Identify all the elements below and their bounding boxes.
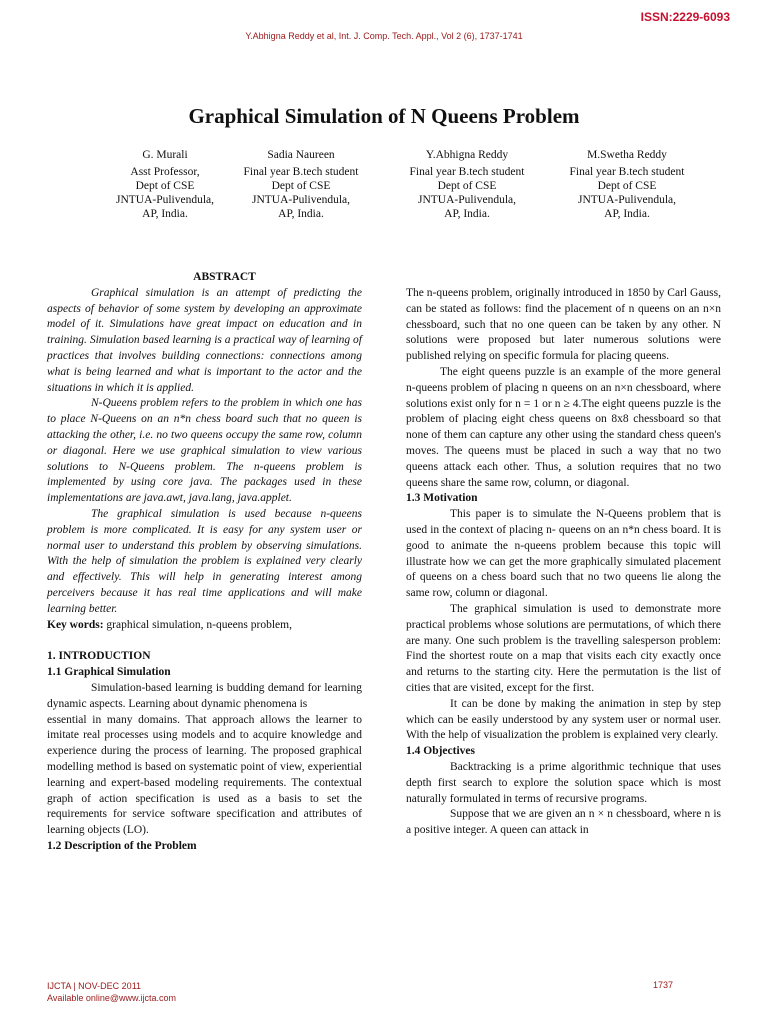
right-column [406, 286, 721, 839]
author-affiliation-line: JNTUA-Pulivendula, [115, 194, 215, 206]
author-affiliation-line: JNTUA-Pulivendula, [251, 194, 351, 206]
author-block-3 [392, 148, 542, 221]
keywords-label: Key words: [47, 618, 104, 631]
subsection-heading: 1.1 Graphical Simulation [47, 666, 171, 679]
author-name: Y.Abhigna Reddy [425, 149, 509, 161]
issn-label: ISSN:2229-6093 [640, 10, 730, 24]
section-heading: 1. INTRODUCTION [47, 650, 151, 663]
author-affiliation-line: JNTUA-Pulivendula, [417, 194, 517, 206]
author-affiliation-line: Final year B.tech student [569, 166, 685, 178]
author-block-1 [90, 148, 240, 221]
author-block-2 [226, 148, 376, 221]
author-affiliation-line: Final year B.tech student [409, 166, 525, 178]
author-affiliation-line: Dept of CSE [437, 180, 497, 192]
abstract-paragraph: The graphical simulation is used because n-queens problem is more complicated. It is easy for any system user or normal user to understand this problem by observing simulations. With the help of simulation the problem is explained very clearly and effectively. This will help in generating interest among perceivers because it has real time applications and will make learning better. [47, 507, 362, 615]
author-affiliation-line: AP, India. [278, 208, 324, 220]
footer-journal [47, 980, 176, 1004]
keywords [47, 618, 362, 634]
body-paragraph: The graphical simulation is used to demonstrate more practical problems whose solutions are permutations, of which there are many. One such problem is the travelling salesperson problem: Find the shortest route on a map that visits each city exactly once and returns to the starting city. Here the permutation is the list of cities that are visited, except for the first. [406, 602, 721, 694]
subsection-heading: 1.2 Description of the Problem [47, 839, 197, 852]
author-affiliation-line: AP, India. [444, 208, 490, 220]
author-name: G. Murali [142, 149, 188, 161]
author-affiliation-line: Final year B.tech student [243, 166, 359, 178]
author-name: M.Swetha Reddy [587, 149, 667, 161]
body-paragraph: The eight queens puzzle is an example of the more general n-queens problem of placing n queens on an n×n chessboard, where solutions exist only for n = 1 or n ≥ 4.The eight queens puzzle is the problem of placing eight chess queens on 8x8 chessboard so that none of them can capture any other using the standard chess queen's moves. The queens must be placed in such a way that no two queens attack each other. Thus, a solution requires that no two queens share the same row, column, or diagonal. [406, 365, 721, 489]
keywords-text: graphical simulation, n-queens problem, [103, 618, 292, 631]
page-number: 1737 [653, 980, 674, 990]
running-head: Y.Abhigna Reddy et al, Int. J. Comp. Tech. Appl., Vol 2 (6), 1737-1741 [245, 31, 523, 41]
body-paragraph: This paper is to simulate the N-Queens problem that is used in the context of placing n- queens on an n*n chess board. It is good to animate the n-queens problem because this topic will illustrate how we can get the more graphically simulated placement of queens on a chess board such that no two queens lie along the same row, column or diagonal. [406, 508, 721, 600]
left-column [47, 270, 362, 855]
abstract-paragraph: N-Queens problem refers to the problem in which one has to place N-Queens on an n*n chess board such that no queen is attacking the other, i.e. no two queens occupy the same row, column or diagonal. Here we use graphical simulation to view various solutions to N-Queens problem. The n-queens problem is implemented by using core java. The packages used in these implementations are java.awt, java.lang, java.applet. [47, 397, 362, 505]
author-affiliation-line: Asst Professor, [130, 166, 200, 178]
subsection-heading: 1.3 Motivation [406, 492, 478, 505]
body-paragraph: Suppose that we are given an n × n chessboard, where n is a positive integer. A queen can attack in [406, 808, 721, 837]
author-affiliation-line: Dept of CSE [597, 180, 657, 192]
footer-available-link[interactable]: Available online@www.ijcta.com [47, 993, 177, 1003]
author-affiliation-line: Dept of CSE [271, 180, 331, 192]
footer-issue: IJCTA | NOV-DEC 2011 [47, 981, 142, 991]
body-paragraph: The n-queens problem, originally introduced in 1850 by Carl Gauss, can be stated as follows: find the placement of n queens on an n×n chessboard, such that no one queen can be taken by any other. N solutions were proposed but later numerous solutions were published relying on specific formula for placing queens. [406, 287, 721, 363]
author-affiliation-line: AP, India. [142, 208, 188, 220]
body-paragraph: It can be done by making the animation in step by step which can be easily understood by any system user or normal user. With the help of visualization the problem is explained very clearly. [406, 697, 721, 742]
abstract-paragraph: Graphical simulation is an attempt of predicting the aspects of behavior of some system by developing an approximate model of it. Simulations have great impact on education and in training. Simulation based learning is a practical way of learning of practices that involves building connections: connections among what is being learned and what is important to the actor and the situations in which it is applied. [47, 286, 362, 394]
subsection-heading: 1.4 Objectives [406, 745, 475, 758]
author-affiliation-line: AP, India. [604, 208, 650, 220]
author-affiliation-line: Dept of CSE [135, 180, 195, 192]
author-name: Sadia Naureen [267, 149, 335, 161]
paper-title: Graphical Simulation of N Queens Problem [188, 104, 580, 128]
body-paragraph: Simulation-based learning is budding demand for learning dynamic aspects. Learning about dynamic phenomena is [47, 681, 362, 710]
abstract-heading: ABSTRACT [193, 271, 256, 283]
body-paragraph: Backtracking is a prime algorithmic technique that uses depth first search to explore the solution space which is most naturally formulated in terms of recursive programs. [406, 760, 721, 805]
body-paragraph: essential in many domains. That approach allows the learner to imitate real processes using models and to acquire knowledge and experience during the process of learning. The proposed graphical modelling method is based on systematic point of view, experiential learning and expert-based modeling requirements. The contextual graph of action specification is used as a basis to set the requirements for service software specification and attributes of learning objects (LO). [47, 713, 362, 837]
author-block-4 [552, 148, 702, 221]
author-affiliation-line: JNTUA-Pulivendula, [577, 194, 677, 206]
